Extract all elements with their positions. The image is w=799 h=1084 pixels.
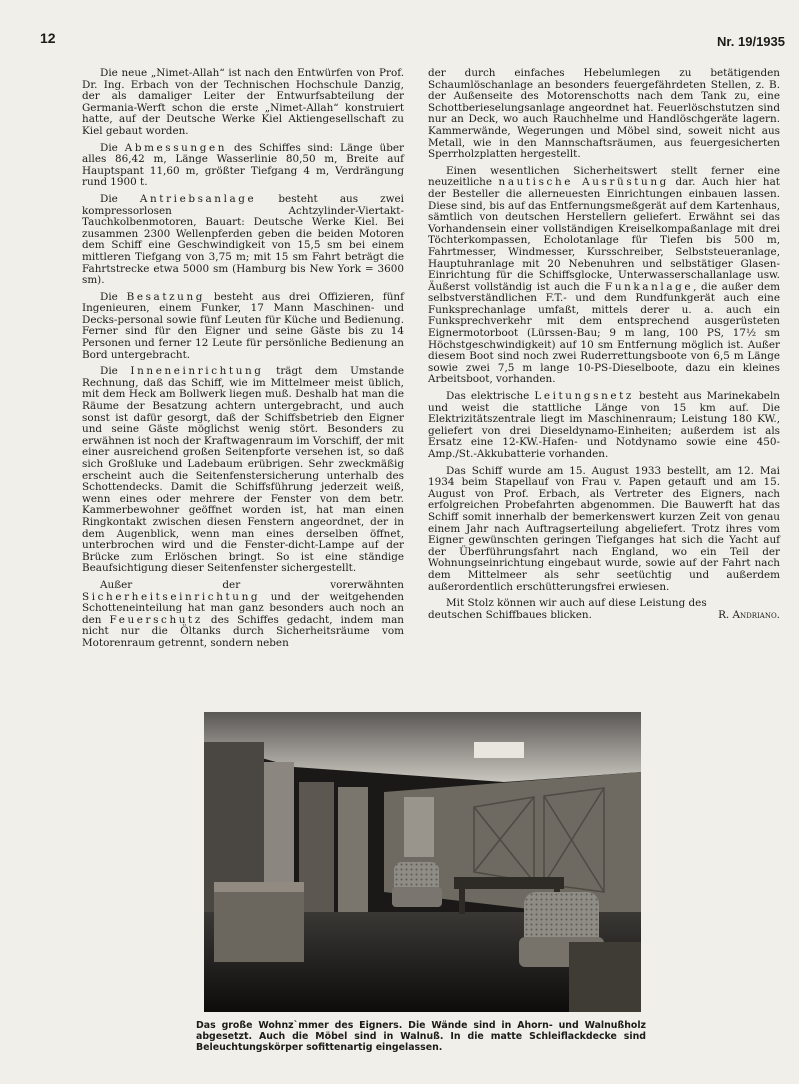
spaced-heading: Besatzung [126, 290, 206, 303]
spaced-heading: Feuerschutz [109, 613, 203, 626]
paragraph-dimensions [82, 143, 404, 189]
coffee-table [454, 877, 564, 889]
paragraph-propulsion [82, 194, 404, 287]
text-run: des Schiffes sind: Länge über alles 86,42 m, Länge Wasserlinie 80,50 m, Breite auf Hauptspant 11,60 m, größter Tiefgang 4 m, Verdrängung rund 1900 t. [82, 141, 404, 189]
door [299, 782, 334, 922]
ceiling-light [474, 742, 524, 758]
page-number: 12 [40, 30, 56, 46]
spaced-heading: Funkanlage [605, 280, 694, 293]
text-run: Mit Stolz können wir auch auf diese Leistung des [446, 597, 707, 610]
paragraph-safety [82, 580, 404, 650]
spaced-heading: Leitungsnetz [534, 390, 634, 403]
photo-caption: Das große Wohnz`mmer des Eigners. Die Wände sind in Ahorn- und Walnußholz abgesetzt. Auch die Möbel sind in Walnuß. In die matte Schleiflackdecke sind Beleuchtungskörper sofittenartig eingelassen. [196, 1020, 646, 1054]
left-column [82, 68, 404, 655]
text-run: Die [100, 192, 118, 205]
text-run: , die außer dem selbstverständlichen F.T.- und dem Rundfunkgerät auch eine Funksprechanlage umfaßt, mittels derer u. a. auch ein Funksprechverkehr mit dem entsprechend ausgerüsteten Eignermotorboot (Lürssen-Bau; 9 m lang, 100 PS, 17½ sm Höchstgeschwindigkeit) auf 10 sm Entfernung möglich ist. Außer diesem Boot sind noch zwei Ruderrettungsboote von 6,5 m Länge sowie zwei 7,5 m lange 10-PS-Dieselboote, dazu ein kleines Arbeitsboot, vorhanden. [428, 280, 781, 386]
window [404, 797, 434, 857]
right-column [428, 68, 780, 621]
spaced-heading: Inneneinrichtung [130, 365, 264, 378]
text-run: besteht aus zwei kompressorlosen Achtzylinder-Viertakt-Tauchkolbenmotoren, Bauart: Deutsche Werke Kiel. Bei zusammen 2300 Wellenpferden geben die beiden Motoren dem Schiff eine Geschwindigkeit von 15,5 sm bei einem mittleren Tiefgang von 3,75 m; mit 15 sm Fahrt beträgt die Fahrtstrecke etwa 5000 sm (Hamburg bis New York = 3600 sm). [82, 192, 404, 287]
text-run: Die [100, 141, 118, 154]
spaced-heading: nautische Ausrüstung [498, 176, 669, 189]
paragraph-interior [82, 366, 404, 575]
spaced-heading: Abmessungen [124, 141, 228, 154]
paragraph-fire-protection: der durch einfaches Hebelumlegen zu betätigenden Schaumlöschanlage an besonders feuergefährdeten Stellen, z. B. der Außenseite des Motorenschotts nach dem Tank zu, eine Schottberieselungsanlage angeordnet hat. Feuerlöschstutzen sind nur an Deck, wo auch Rauchhelme und Handlöschgeräte lagern. Kammerwände, Wegerungen und Möbel sind, soweit nicht aus Metall, wie in den Mannschaftsräumen, aus feuergesicherten Sperrholzplatten hergestellt. [428, 67, 780, 161]
spaced-heading: Sicherheitseinrichtung [82, 590, 261, 603]
text-run: des Schiffes gedacht, indem man nicht nur die Öltanks durch Sicherheitsräume vom Motorenraum getrennt, sondern neben [82, 613, 404, 649]
wall-panel [338, 787, 368, 917]
paragraph-crew [82, 292, 404, 362]
issue-number: Nr. 19/1935 [717, 34, 785, 49]
armchair-back [392, 862, 442, 907]
text-run: deutschen Schiffbaues blicken. [428, 608, 592, 621]
closing-signature-row [428, 610, 780, 622]
text-run: besteht aus Marinekabeln und weist die stattliche Länge von 15 km auf. Die Elektrizitätszentrale liegt im Maschinenraum; Leistung 180 KW., geliefert von drei Dieseldynamo-Einheiten; außerdem ist als Ersatz eine 12-KW.-Hafen- und Notdynamo sowie eine 450-Amp./St.-Akkubatterie vorhanden. [428, 390, 780, 460]
paragraph-closing [428, 598, 780, 610]
text-run: trägt dem Umstande Rechnung, daß das Schiff, wie im Mittelmeer meist üblich, mit dem Heck am Bollwerk liegen muß. Deshalb hat man die Räume der Besatzung achtern untergebracht, und auch sonst ist dafür gesorgt, daß der Schiffsbetrieb den Eigner und seine Gäste möglichst wenig stört. Besonders zu erwähnen ist noch der Kraftwagenraum im Vorschiff, der mit einer ausreichend großen Seitenpforte versehen ist, so daß sich Großluke und Ladebaum erübrigen. Sehr zweckmäßig erscheint auch die Seitenfenstersicherung unterhalb des Schottendecks. Damit die Schiffsführung jederzeit weiß, wenn eines oder mehrere der Fenster von dem betr. Kammerbewohner geöffnet worden ist, hat man einen Ringkontakt zwischen diesen Fenstern angeordnet, der in dem Augenblick, wenn man eines derselben öffnet, unterbrochen wird und die Fenster-dicht-Lampe auf der Brücke zum Erlöschen bringt. So ist eine ständige Beaufsichtigung dieser Seitenfenster sichergestellt. [82, 365, 404, 575]
text-run: Außer der vorerwähnten [100, 578, 404, 591]
salon-photograph [204, 712, 641, 1012]
sideboard [214, 882, 304, 962]
salon-photo-illustration [204, 712, 641, 1012]
paragraph-delivery: Das Schiff wurde am 15. August 1933 bestellt, am 12. Mai 1934 beim Stapellauf von Frau v. Papen getauft und am 15. August von Prof. Erbach, als Vertreter des Eigners, nach erfolgreichen Probefahrten abgenommen. Die Bauwerft hat das Schiff somit innerhalb der bemerkenswert kurzen Zeit von genau einem Jahr nach Auftragserteilung abgeliefert. Trotz ihres vom Eigner gewünschten geringen Tiefganges hat sich die Yacht auf der Überführungsfahrt nach England, wo ein Teil der Wohnungseinrichtung eingebaut wurde, sowie auf der Fahrt nach dem Mittelmeer als sehr seetüchtig und außerdem außerordentlich erschütterungsfrei erwiesen. [428, 464, 780, 593]
text-run: Die [100, 365, 118, 378]
text-run: dar. Auch hier hat der Besteller die allerneuesten Einrichtungen einbauen lassen. Diese sind, bis auf das Entfernungsmeßgerät auf dem Kartenhaus, sämtlich von deutschen Herstellern geliefert. Erwähnt sei das Vorhandensein einer vollständigen Kreiselkompaßanlage mit drei Töchterkompassen, Echolotanlage für Tiefen bis 500 m, Fahrtmesser, Windmesser, Kursschreiber, Selbststeueranlage, Hauptuhranlage mit 20 Nebenuhren und selbstätiger Glasen-Einrichtung für die Schiffsglocke, Unterwasserschallanlage usw. Äußerst vollständig ist auch die [428, 176, 780, 293]
paragraph-intro: Die neue „Nimet-Allah“ ist nach den Entwürfen von Prof. Dr. Ing. Erbach von der Technischen Hochschule Danzig, der als damaliger Leiter der Entwurfsabteilung der Germania-Werft schon die erste „Nimet-Allah“ konstruiert hatte, auf der Deutsche Werke Kiel Aktiengesellschaft zu Kiel gebaut worden. [82, 67, 404, 137]
paragraph-electrical [428, 391, 780, 461]
text-run: Die [100, 290, 118, 303]
text-run: und der weitgehenden Schotteneinteilung hat man ganz besonders auch noch an den [82, 590, 405, 626]
spaced-heading: Antriebsanlage [139, 192, 257, 205]
author-signature: R. Andriano. [718, 608, 780, 621]
text-run: Das elektrische [446, 390, 530, 403]
paragraph-navigation [428, 166, 780, 386]
side-table [569, 942, 641, 1012]
text-run: besteht aus drei Offizieren, fünf Ingenieuren, einem Funker, 17 Mann Maschinen- und Decks-personal sowie fünf Leuten für Küche und Bedienung. Ferner sind für den Eigner und seine Gäste bis zu 14 Personen und ferner 12 Leute für persönliche Bedienung an Bord untergebracht. [82, 290, 404, 361]
text-run: Einen wesentlichen Sicherheitswert stellt ferner eine neuzeitliche [428, 164, 780, 189]
